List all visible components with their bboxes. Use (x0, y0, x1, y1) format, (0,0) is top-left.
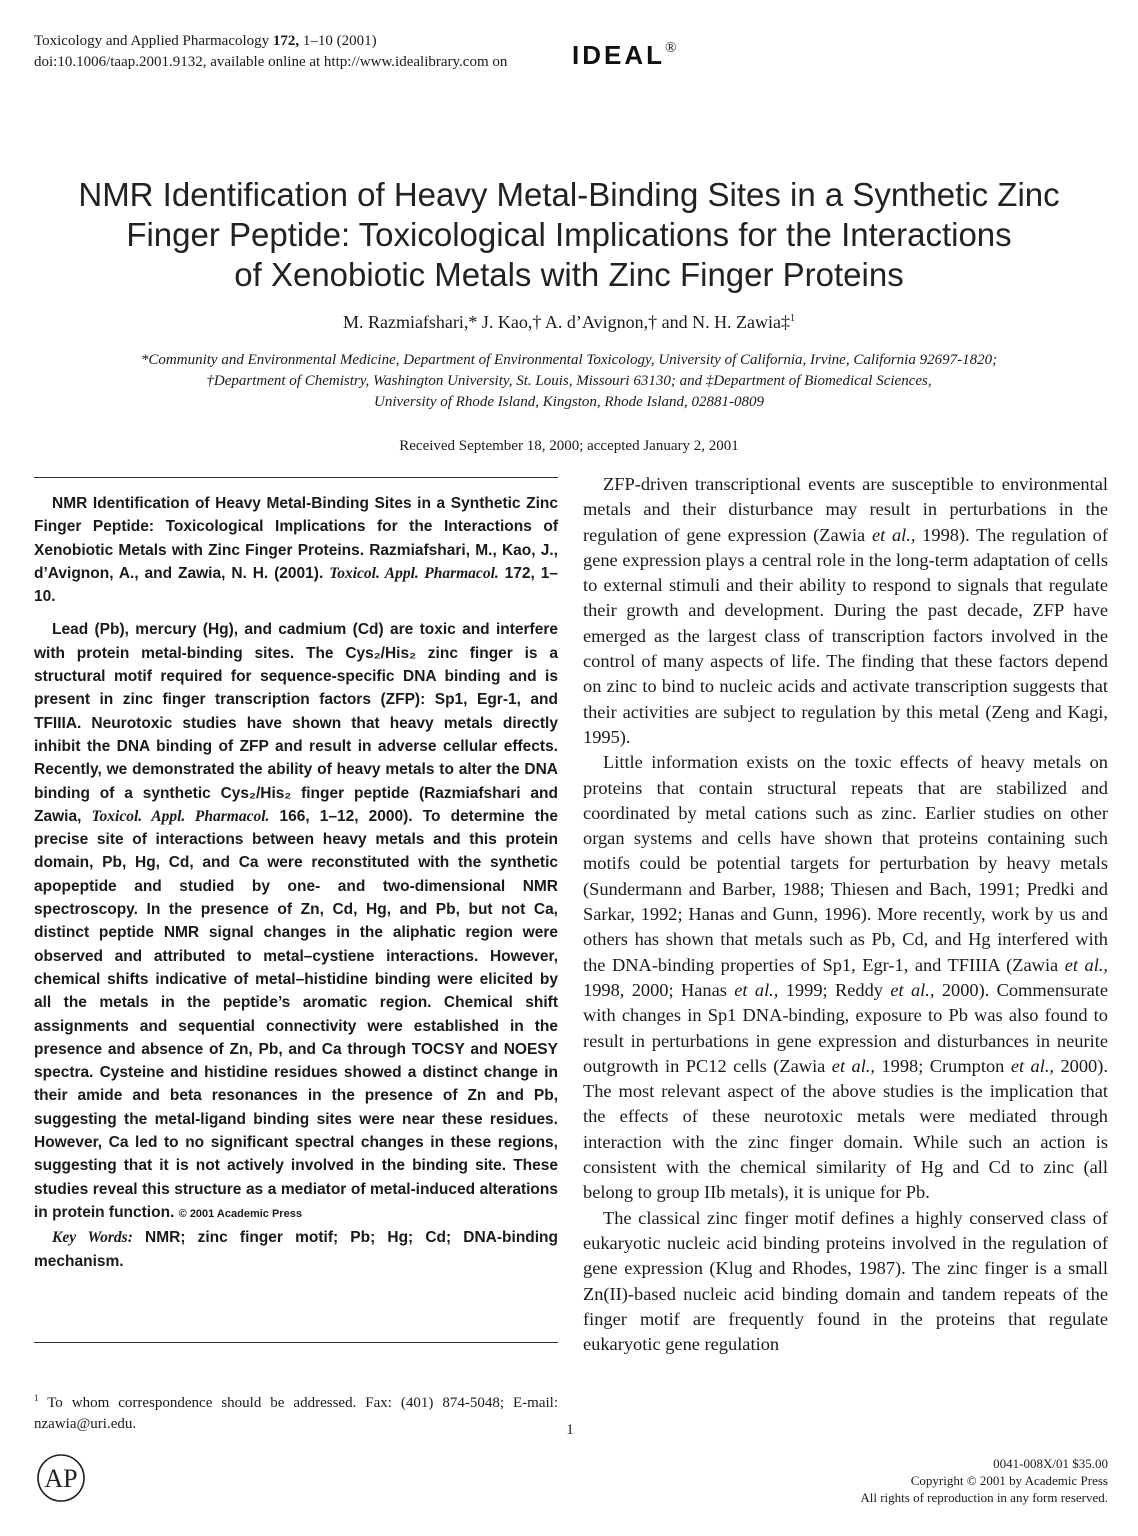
body-paragraph: ZFP-driven transcriptional events are susceptible to environmental metals and their disturbance may result in perturbations in the regulation of gene expression (Zawia et al., 1998). The regulation of gene expression plays a central role in the long-term adaptation of cells to external stimuli and their ability to respond to signals that regulate their growth and development. During the past decade, ZFP have emerged as the largest class of transcription factors involved in the control of many aspects of life. The finding that these factors depend on zinc to bind to nucleic acids and activate transcription suggests that their activities are subject to regulation by this metal (Zeng and Kagi, 1995). (583, 474, 1108, 747)
journal-header (34, 31, 507, 73)
author-footnote-mark: 1 (790, 313, 796, 324)
abstract-top-rule (34, 477, 558, 478)
affiliations: *Community and Environmental Medicine, Department of Environmental Toxicology, University of California, Irvine, California 92697-1820; †Department of Chemistry, Washington University, St. Louis, Missouri 63130; and ‡Department of Biomedical Sciences, University of Rhode Island, Kingston, Rhode Island, 02881-0809 (140, 352, 998, 410)
doi-line: doi:10.1006/taap.2001.9132, available online at http://www.idealibrary.com on (34, 54, 508, 70)
journal-citation-line: Toxicology and Applied Pharmacology 172, 1–10 (2001) (34, 33, 377, 49)
rights-line: All rights of reproduction in any form reserved. (860, 1490, 1108, 1505)
received-dates: Received September 18, 2000; accepted January 2, 2001 (399, 438, 739, 454)
body-paragraph: Little information exists on the toxic effects of heavy metals on proteins that contain structural repeats that are stabilized and coordinated by metal cations such as zinc. Earlier studies on other organ systems and cells have shown that proteins containing such motifs could be potential targets for perturbation by heavy metals (Sundermann and Barber, 1988; Thiesen and Bach, 1991; Predki and Sarkar, 1992; Hanas and Gunn, 1996). More recently, work by us and others has shown that metals such as Pb, Cd, and Hg interfered with the DNA-binding properties of Sp1, Egr-1, and TFIIIA (Zawia et al., 1998, 2000; Hanas et al., 1999; Reddy et al., 2000). Commensurate with changes in Sp1 DNA-binding, exposure to Pb was also found to result in perturbations in gene expression and disturbances in neurite outgrowth in PC12 cells (Zawia et al., 1998; Crumpton et al., 2000). The most relevant aspect of the above studies is the implication that the effects of these neurotoxic metals were mediated through interaction with the zinc finger domain. While such an action is consistent with the chemical similarity of Hg and Cd to zinc (all belong to group IIb metals), it is unique for Pb. (583, 752, 1109, 1203)
keywords-label: Key Words: (52, 1229, 133, 1247)
issn-price: 0041-008X/01 $35.00 (993, 1456, 1108, 1471)
keywords: Key Words: NMR; zinc finger motif; Pb; Hg; Cd; DNA-binding mechanism. (34, 1229, 558, 1270)
abstract-copyright: © 2001 Academic Press (178, 1207, 302, 1220)
correspondence-footnote: $^1$ To whom correspondence should be addressed. Fax: (401) 874-5048; E-mail: nzawia@uri.edu. (34, 1393, 558, 1432)
publisher-info (780, 1455, 1108, 1506)
article-title: NMR Identification of Heavy Metal-Binding Sites in a Synthetic Zinc Finger Peptide: Toxicological Implications for the Interactions of Xenobiotic Metals with Zinc Finger Proteins (78, 176, 1060, 293)
copyright-line: Copyright © 2001 by Academic Press (910, 1473, 1108, 1488)
author-list: M. Razmiafshari,* J. Kao,† A. d’Avignon,† and N. H. Zawia‡$^1$ (342, 312, 796, 332)
page-number: 1 (566, 1422, 574, 1438)
body-paragraph: The classical zinc finger motif defines a highly conserved class of eukaryotic nucleic acid binding proteins involved in the regulation of gene expression (Klug and Rhodes, 1987). The zinc finger is a small Zn(II)-based nucleic acid binding domain and tandem repeats of the finger motif are frequently found in the proteins that regulate eukaryotic gene regulation (583, 1207, 1108, 1355)
publisher-logo-text: AP (44, 1464, 78, 1493)
abstract (34, 492, 558, 1273)
abstract-citation: NMR Identification of Heavy Metal-Binding Sites in a Synthetic Zinc Finger Peptide: Toxicological Implications for the Interactions of Xenobiotic Metals with Zinc Finger Proteins. Razmiafshari, M., Kao, J., d’Avignon, A., and Zawia, N. H. (2001). Toxicol. Appl. Pharmacol. 172, 1–10. (34, 495, 558, 606)
registered-mark: ® (665, 40, 677, 56)
academic-press-logo-icon (36, 1453, 86, 1503)
abstract-bottom-rule (34, 1342, 558, 1343)
ideal-logo (572, 40, 676, 82)
body-text (583, 472, 1108, 1357)
abstract-body: Lead (Pb), mercury (Hg), and cadmium (Cd) are toxic and interfere with protein metal-binding sites. The Cys₂/His₂ zinc finger is a structural motif required for sequence-specific DNA binding and is present in zinc finger transcription factors (ZFP): Sp1, Egr-1, and TFIIIA. Neurotoxic studies have shown that heavy metals directly inhibit the DNA binding of ZFP and result in adverse cellular effects. Recently, we demonstrated the ability of heavy metals to alter the DNA binding of a synthetic Cys₂/His₂ finger peptide (Razmiafshari and Zawia, Toxicol. Appl. Pharmacol. 166, 1–12, 2000). To determine the precise site of interactions between heavy metals and this protein domain, Pb, Hg, Cd, and Ca were reconstituted with the synthetic apopeptide and studied by one- and two-dimensional NMR spectroscopy. In the presence of Zn, Cd, Hg, and Pb, but not Ca, distinct peptide NMR signal changes in the aliphatic region were observed and attributed to metal–cystiene interactions. However, chemical shifts indicative of metal–histidine binding were elicited by all the metals in the peptide’s aromatic region. Chemical shift assignments and sequential connectivity were established in the presence and absence of Zn, Pb, and Ca through TOCSY and NOESY spectra. Cysteine and histidine residues showed a distinct change in their amide and beta resonances in the presence of Zn and Pb, suggesting the metal-ligand binding sites were near these residues. However, Ca led to no significant spectral changes in these regions, suggesting that it is not actively involved in the binding site. These studies reveal this structure as a mediator of metal-induced alterations in protein function. © 2001 Academic Press (34, 621, 558, 1221)
ideal-logo-text: IDEAL (572, 40, 665, 70)
journal-volume: 172, (272, 33, 300, 49)
